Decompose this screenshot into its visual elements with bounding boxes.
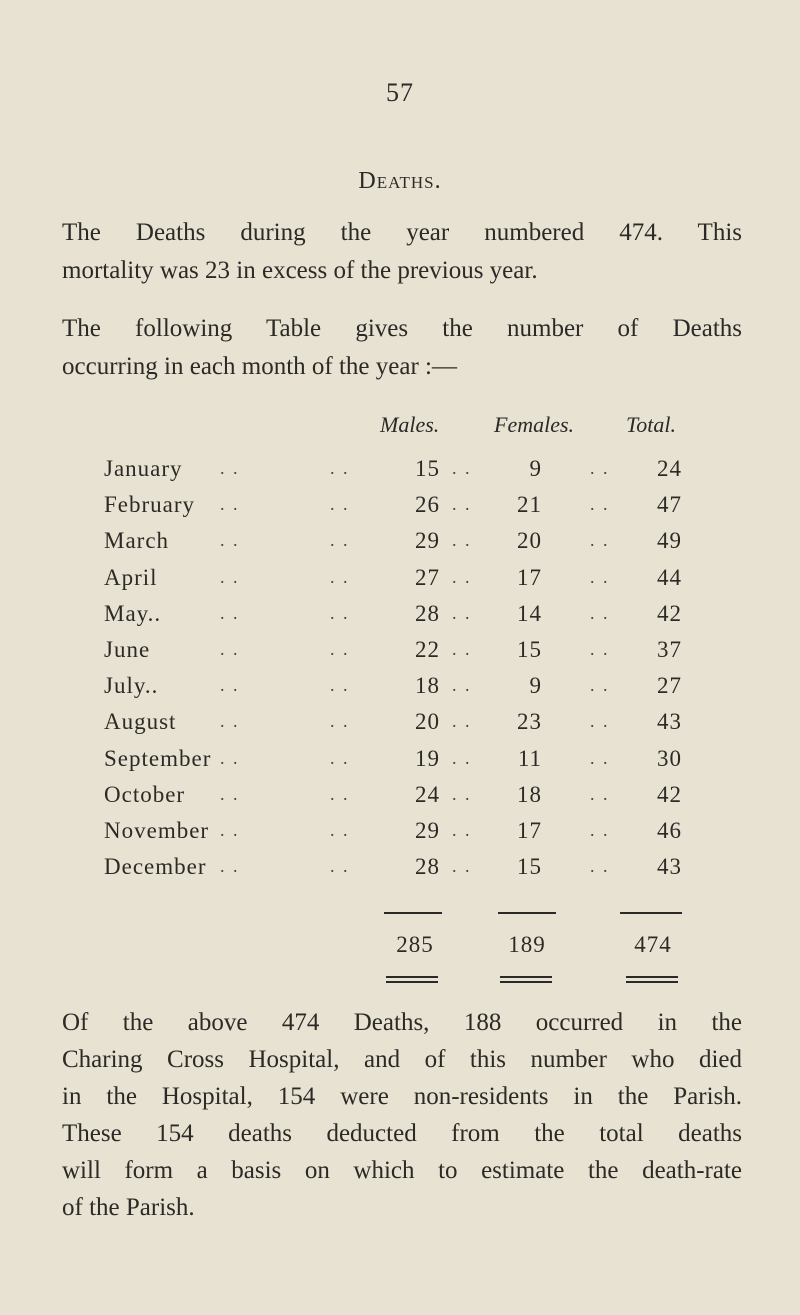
leader-dots: . . <box>330 747 350 768</box>
table-intro-line: The following Table gives the number of Deaths <box>62 315 742 342</box>
section-heading: Deaths. <box>358 168 442 194</box>
table-row <box>0 854 800 890</box>
leader-dots: . . <box>590 494 610 515</box>
leader-dots: . . <box>330 494 350 515</box>
males-cell: 18 <box>415 673 440 699</box>
leader-dots: . . <box>452 675 472 696</box>
closing-line: in the Hospital, 154 were non-residents in the Parish. <box>62 1083 742 1110</box>
table-row <box>0 492 800 528</box>
males-cell: 15 <box>415 456 440 481</box>
males-cell: 29 <box>415 818 440 843</box>
intro-line: mortality was 23 in excess of the previous year. <box>62 257 538 284</box>
total-cell: 24 <box>657 456 682 481</box>
sum-rule-total <box>620 912 682 914</box>
leader-dots: . . <box>452 639 472 659</box>
month-label: September <box>104 745 212 771</box>
leader-dots: . . <box>330 458 350 478</box>
page-number: 57 <box>386 78 414 107</box>
total-cell: 27 <box>657 673 682 699</box>
leader-dots: . . <box>220 494 240 515</box>
month-label: March <box>104 528 170 554</box>
leader-dots: . . <box>452 783 472 804</box>
leader-dots: . . <box>220 602 240 623</box>
leader-dots: . . <box>590 675 610 696</box>
table-row <box>0 782 800 818</box>
females-cell: 23 <box>517 709 542 735</box>
males-cell: 29 <box>415 528 440 554</box>
double-rule-males <box>386 981 438 983</box>
females-cell: 21 <box>517 492 542 518</box>
males-cell: 22 <box>415 637 440 662</box>
leader-dots: . . <box>330 783 350 804</box>
column-header-females: Females. <box>494 412 575 437</box>
females-cell: 14 <box>517 600 542 626</box>
total-cell: 43 <box>657 854 682 880</box>
total-all: 474 <box>634 932 672 957</box>
double-rule-males <box>386 976 438 978</box>
table-row <box>0 673 800 709</box>
leader-dots: . . <box>452 711 472 732</box>
month-label: April <box>104 564 158 590</box>
month-label: December <box>104 854 207 880</box>
leader-dots: . . <box>452 747 472 768</box>
males-cell: 28 <box>415 854 440 880</box>
double-rule-females <box>500 976 552 978</box>
leader-dots: . . <box>452 458 472 478</box>
leader-dots: . . <box>590 639 610 659</box>
sum-rule-males <box>384 912 442 914</box>
females-cell: 20 <box>517 528 542 554</box>
females-cell: 11 <box>517 745 542 771</box>
totals-row <box>0 932 800 968</box>
intro-paragraph <box>62 214 742 290</box>
closing-line: will form a basis on which to estimate the death-rate <box>62 1157 742 1184</box>
leader-dots: . . <box>330 602 350 623</box>
leader-dots: . . <box>590 530 610 551</box>
column-header-males: Males. <box>380 412 440 437</box>
table-row <box>0 565 800 601</box>
table-row <box>0 746 800 782</box>
month-label: January <box>104 456 183 481</box>
total-cell: 44 <box>657 564 682 590</box>
leader-dots: . . <box>220 820 240 840</box>
sum-rule-females <box>498 912 556 914</box>
month-label: July.. <box>104 673 159 699</box>
leader-dots: . . <box>590 856 610 877</box>
monthly-deaths-table <box>0 412 800 992</box>
total-males: 285 <box>396 932 434 957</box>
double-rule-total <box>626 976 678 978</box>
leader-dots: . . <box>452 820 472 840</box>
total-cell: 30 <box>657 745 682 771</box>
month-label: June <box>104 637 151 662</box>
leader-dots: . . <box>452 494 472 515</box>
leader-dots: . . <box>330 711 350 732</box>
total-females: 189 <box>508 932 546 957</box>
leader-dots: . . <box>452 602 472 623</box>
leader-dots: . . <box>220 639 240 659</box>
males-cell: 20 <box>415 709 440 735</box>
females-cell: 18 <box>517 781 542 807</box>
females-cell: 15 <box>517 854 542 880</box>
leader-dots: . . <box>220 856 240 877</box>
leader-dots: . . <box>590 711 610 732</box>
females-cell: 17 <box>517 818 542 843</box>
leader-dots: . . <box>590 783 610 804</box>
closing-line: These 154 deaths deducted from the total deaths <box>62 1120 742 1147</box>
leader-dots: . . <box>330 530 350 551</box>
table-row <box>0 709 800 745</box>
table-row <box>0 456 800 492</box>
double-rule-total <box>626 981 678 983</box>
total-cell: 37 <box>657 637 682 662</box>
month-label: November <box>104 818 210 843</box>
males-cell: 24 <box>415 781 440 807</box>
double-rule-females <box>500 981 552 983</box>
leader-dots: . . <box>330 639 350 659</box>
leader-dots: . . <box>452 530 472 551</box>
leader-dots: . . <box>330 675 350 696</box>
table-row <box>0 601 800 637</box>
leader-dots: . . <box>590 747 610 768</box>
total-cell: 42 <box>657 600 682 626</box>
leader-dots: . . <box>220 711 240 732</box>
leader-dots: . . <box>590 820 610 840</box>
leader-dots: . . <box>590 458 610 478</box>
females-cell: 17 <box>517 564 542 590</box>
females-cell: 15 <box>517 637 542 662</box>
month-label: October <box>104 781 186 807</box>
leader-dots: . . <box>590 566 610 587</box>
males-cell: 19 <box>415 745 440 771</box>
table-intro-line: occurring in each month of the year :— <box>62 353 457 380</box>
leader-dots: . . <box>330 566 350 587</box>
males-cell: 26 <box>415 492 440 518</box>
males-cell: 27 <box>415 564 440 590</box>
month-label: February <box>104 492 196 518</box>
table-row <box>0 528 800 564</box>
leader-dots: . . <box>330 856 350 877</box>
closing-line: Of the above 474 Deaths, 188 occurred in the <box>62 1009 742 1036</box>
males-cell: 28 <box>415 600 440 626</box>
closing-paragraph <box>62 1004 742 1226</box>
females-cell: 9 <box>529 673 542 699</box>
total-cell: 49 <box>657 528 682 554</box>
table-intro-paragraph <box>62 310 742 386</box>
leader-dots: . . <box>220 566 240 587</box>
table-row <box>0 818 800 854</box>
females-cell: 9 <box>529 456 542 481</box>
total-cell: 43 <box>657 709 682 735</box>
table-row <box>0 637 800 673</box>
leader-dots: . . <box>452 856 472 877</box>
total-cell: 47 <box>657 492 682 518</box>
month-label: August <box>104 709 177 735</box>
leader-dots: . . <box>452 566 472 587</box>
leader-dots: . . <box>590 602 610 623</box>
total-cell: 46 <box>657 818 682 843</box>
leader-dots: . . <box>220 675 240 696</box>
closing-line: Charing Cross Hospital, and of this number who died <box>62 1046 742 1073</box>
leader-dots: . . <box>220 530 240 551</box>
total-cell: 42 <box>657 781 682 807</box>
leader-dots: . . <box>220 747 240 768</box>
closing-line: of the Parish. <box>62 1194 195 1221</box>
leader-dots: . . <box>330 820 350 840</box>
month-label: May.. <box>104 600 162 626</box>
column-header-total: Total. <box>626 412 676 437</box>
intro-line: The Deaths during the year numbered 474. This <box>62 219 742 246</box>
leader-dots: . . <box>220 458 240 478</box>
leader-dots: . . <box>220 783 240 804</box>
